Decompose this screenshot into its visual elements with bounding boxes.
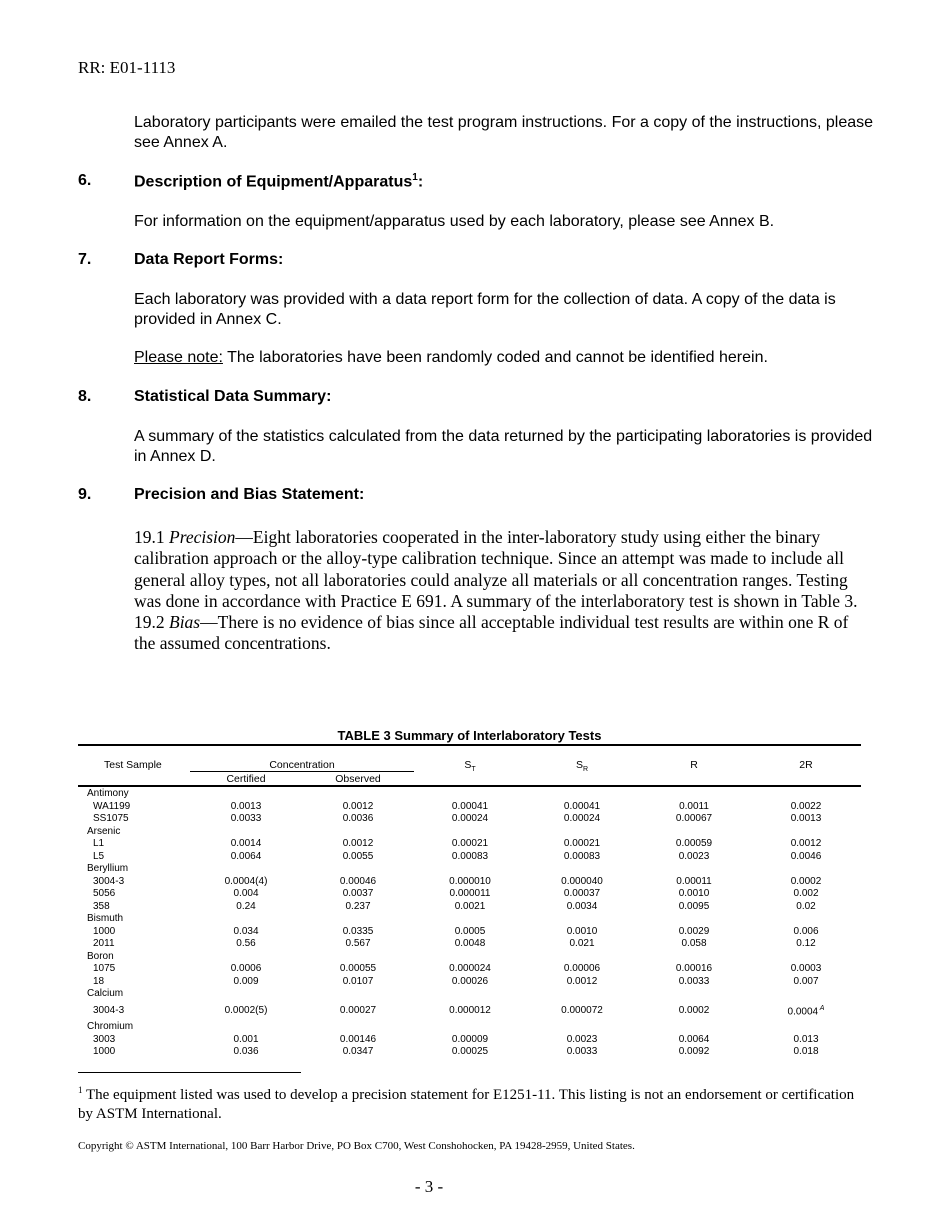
table-title: TABLE 3 Summary of Interlaboratory Tests <box>337 728 602 743</box>
header-r: R <box>690 759 698 771</box>
sample-label: 3004-3 <box>93 1004 125 1016</box>
table-cell-r: 0.0092 <box>678 1046 710 1057</box>
table-cell-r2: 0.006 <box>793 925 819 937</box>
table-cell-observed: 0.00046 <box>339 875 377 887</box>
table-cell-certified: 0.036 <box>233 1046 259 1057</box>
precision-paragraph <box>134 527 874 612</box>
precision-term: Precision <box>169 527 236 547</box>
sample-label: 3004-3 <box>93 875 125 887</box>
header-concentration: Concentration <box>269 759 335 771</box>
table-cell-observed: 0.0037 <box>342 888 374 899</box>
section-7-number: 7. <box>78 251 92 268</box>
table-cell-sr: 0.00024 <box>563 813 601 824</box>
sample-label: 3003 <box>93 1033 116 1045</box>
table-cell-sr: 0.00041 <box>563 800 601 812</box>
table-cell-r: 0.0023 <box>678 850 710 862</box>
table-cell-certified: 0.0002(5) <box>224 1004 268 1016</box>
intro-paragraph: Laboratory participants were emailed the test program instructions. For a copy of the instructions, please see Annex A. <box>134 114 874 151</box>
table-cell-r2: 0.0004 $^A$ <box>787 1004 825 1017</box>
table-cell-sr: 0.000040 <box>561 875 603 887</box>
table-top-rule <box>78 744 861 746</box>
table-cell-observed: 0.00146 <box>339 1033 377 1045</box>
footnote-rule <box>78 1072 301 1073</box>
section-6-title <box>134 172 423 191</box>
table-cell-r: 0.058 <box>681 938 707 949</box>
bias-term: Bias <box>169 612 201 633</box>
table-cell-st: 0.00024 <box>451 813 489 824</box>
table-cell-r2: 0.0013 <box>790 813 822 824</box>
table-cell-r: 0.0010 <box>678 888 710 899</box>
group-label: Calcium <box>87 988 124 999</box>
table-cell-sr: 0.000072 <box>561 1004 603 1016</box>
table-cell-st: 0.000024 <box>449 963 491 974</box>
table-cell-r: 0.0095 <box>678 900 710 912</box>
report-id-header: RR: E01-1113 <box>78 58 176 77</box>
table-cell-certified: 0.004 <box>233 888 259 899</box>
section-8-title: Statistical Data Summary: <box>134 388 332 405</box>
table-cell-st: 0.000012 <box>449 1004 491 1016</box>
group-label: Bismuth <box>87 913 124 924</box>
section-6-title-colon: : <box>417 173 424 191</box>
header-test-sample: Test Sample <box>104 759 162 771</box>
section-6-body: For information on the equipment/apparatus used by each laboratory, please see Annex B. <box>134 213 775 230</box>
table-cell-r2: 0.002 <box>793 888 819 899</box>
footnote-text: The equipment listed was used to develop a precision statement for E1251-11. This listing is not an endorsement or certification by ASTM International. <box>78 1087 855 1122</box>
table-cell-st: 0.00025 <box>451 1046 489 1057</box>
table-cell-r: 0.00067 <box>675 813 713 824</box>
precision-text: —Eight laboratories cooperated in the inter-laboratory study using either the binary calibration approach or the alloy-type calibration technique. Since an attempt was made to include all general alloy types, not all laboratories could analyze all materials or all concentration ranges. Testing was done in accordance with Practice E 691. A summary of the interlaboratory test is shown in Table 3. <box>134 527 858 611</box>
table-cell-r: 0.0029 <box>678 925 710 937</box>
header-st <box>415 759 525 773</box>
table-cell-st: 0.000010 <box>449 875 491 887</box>
table-cell-st: 0.0048 <box>454 938 486 949</box>
section-6-number: 6. <box>78 172 92 189</box>
table-cell-r2: 0.0046 <box>790 850 822 862</box>
sample-label: 1000 <box>93 925 116 937</box>
section-9-title: Precision and Bias Statement: <box>134 486 365 503</box>
sample-label: WA1199 <box>93 800 131 812</box>
table-cell-r: 0.00011 <box>676 875 712 887</box>
table-cell-certified: 0.001 <box>233 1033 259 1045</box>
table-cell-st: 0.0005 <box>454 925 486 937</box>
table-cell-certified: 0.0014 <box>230 838 262 849</box>
table-cell-r2: 0.0022 <box>790 800 822 812</box>
note-label: Please note: <box>134 349 223 366</box>
section-8-number: 8. <box>78 388 92 405</box>
header-sr-base: S <box>575 759 583 771</box>
table-cell-st: 0.00041 <box>451 800 489 812</box>
precision-number: 19.1 <box>134 527 169 547</box>
group-label: Antimony <box>87 788 129 799</box>
sample-label: SS1075 <box>93 813 129 824</box>
table-header-rule <box>78 785 861 787</box>
table-cell-observed: 0.00027 <box>339 1004 377 1016</box>
sample-label: L5 <box>93 850 105 862</box>
header-sr <box>527 759 637 773</box>
section-7-body: Each laboratory was provided with a data report form for the collection of data. A copy of the data is provided in Annex C. <box>134 291 836 328</box>
sample-label: 1000 <box>93 1046 116 1057</box>
table-cell-sr: 0.0033 <box>566 1046 598 1057</box>
header-st-sub: T <box>471 766 476 774</box>
table-cell-r2: 0.02 <box>796 900 816 912</box>
table-cell-certified: 0.56 <box>236 938 256 949</box>
header-certified: Certified <box>226 773 266 785</box>
copyright-notice: Copyright © ASTM International, 100 Barr Harbor Drive, PO Box C700, West Conshohocken, PA 19428-2959, United States. <box>78 1140 635 1152</box>
section-8-body: A summary of the statistics calculated from the data returned by the participating laboratories is provided in Annex D. <box>134 428 873 465</box>
bias-paragraph <box>134 612 874 655</box>
table-footnote-marker: A <box>818 1004 825 1012</box>
section-7-title: Data Report Forms: <box>134 251 284 268</box>
table-cell-sr: 0.021 <box>569 938 595 949</box>
table-cell-r2: 0.018 <box>793 1046 819 1057</box>
table-cell-r2: 0.0002 <box>790 875 822 887</box>
sample-label: 18 <box>93 975 105 987</box>
table-cell-sr: 0.00021 <box>563 838 601 849</box>
table-cell-r2: 0.013 <box>793 1033 819 1045</box>
group-label: Boron <box>87 950 114 962</box>
table-cell-certified: 0.24 <box>236 900 256 912</box>
table-cell-sr: 0.00083 <box>563 850 601 862</box>
section-6-title-text: Description of Equipment/Apparatus <box>134 173 413 191</box>
table-cell-observed: 0.0012 <box>342 838 374 849</box>
table-cell-observed: 0.0347 <box>342 1046 374 1057</box>
header-sr-sub: R <box>582 766 589 774</box>
table-cell-observed: 0.237 <box>345 900 371 912</box>
table-cell-observed: 0.0055 <box>342 850 374 862</box>
section-7-note <box>134 348 874 368</box>
table-cell-observed: 0.0335 <box>342 925 374 937</box>
page-number: - 3 - <box>414 1177 444 1196</box>
bias-text: —There is no evidence of bias since all acceptable individual test results are within one R of the assumed concentrations. <box>134 612 849 654</box>
table-cell-st: 0.00009 <box>451 1033 489 1045</box>
sample-label: 358 <box>93 900 110 912</box>
table-cell-r: 0.00059 <box>675 838 713 849</box>
footnote <box>78 1081 858 1123</box>
table-cell-certified: 0.0004(4) <box>224 875 268 887</box>
header-st-base: S <box>464 759 472 771</box>
table-cell-sr: 0.0010 <box>566 925 598 937</box>
footnote-ref-1: 1 <box>412 172 418 183</box>
table-cell-sr: 0.0023 <box>566 1033 598 1045</box>
bias-number: 19.2 <box>134 612 169 633</box>
table-cell-certified: 0.009 <box>233 975 259 987</box>
table-cell-observed: 0.0107 <box>342 975 374 987</box>
table-cell-r2: 0.007 <box>793 975 819 987</box>
sample-label: 2011 <box>93 938 115 949</box>
table-cell-certified: 0.0013 <box>230 800 262 812</box>
table-cell-r2: 0.0003 <box>790 963 822 974</box>
table-cell-st: 0.00026 <box>451 975 489 987</box>
header-2r: 2R <box>799 759 813 771</box>
table-cell-r: 0.0011 <box>679 800 709 812</box>
section-9-number: 9. <box>78 486 92 503</box>
table-cell-sr: 0.0012 <box>566 975 598 987</box>
table-cell-st: 0.00083 <box>451 850 489 862</box>
precision-bias-text <box>134 527 874 655</box>
table-cell-r: 0.00016 <box>675 963 713 974</box>
table-cell-certified: 0.0033 <box>230 813 262 824</box>
table-cell-observed: 0.567 <box>345 938 371 949</box>
table-cell-certified: 0.0006 <box>230 963 262 974</box>
table-cell-certified: 0.034 <box>233 925 259 937</box>
table-cell-st: 0.0021 <box>454 900 486 912</box>
table-cell-r: 0.0033 <box>678 975 710 987</box>
table-cell-sr: 0.0034 <box>566 900 598 912</box>
footnote-marker: 1 <box>78 1085 83 1095</box>
table-cell-r: 0.0064 <box>678 1033 710 1045</box>
group-label: Arsenic <box>87 825 121 837</box>
concentration-rule <box>190 771 414 772</box>
sample-label: L1 <box>93 838 105 849</box>
note-text: The laboratories have been randomly coded and cannot be identified herein. <box>222 349 768 366</box>
table-cell-observed: 0.0036 <box>342 813 374 824</box>
table-cell-r2: 0.0012 <box>790 838 822 849</box>
table-cell-sr: 0.00006 <box>563 963 601 974</box>
table-cell-st: 0.00021 <box>451 838 489 849</box>
group-label: Beryllium <box>87 863 129 874</box>
table-cell-observed: 0.0012 <box>342 800 374 812</box>
sample-label: 5056 <box>93 888 116 899</box>
table-cell-observed: 0.00055 <box>339 963 377 974</box>
table-cell-certified: 0.0064 <box>230 850 262 862</box>
table-cell-r: 0.0002 <box>678 1004 710 1016</box>
group-label: Chromium <box>87 1021 134 1032</box>
table-cell-st: 0.000011 <box>449 888 491 899</box>
sample-label: 1075 <box>93 963 116 974</box>
table-cell-r2: 0.12 <box>796 938 816 949</box>
table-cell-sr: 0.00037 <box>563 888 601 899</box>
header-observed: Observed <box>335 773 381 785</box>
